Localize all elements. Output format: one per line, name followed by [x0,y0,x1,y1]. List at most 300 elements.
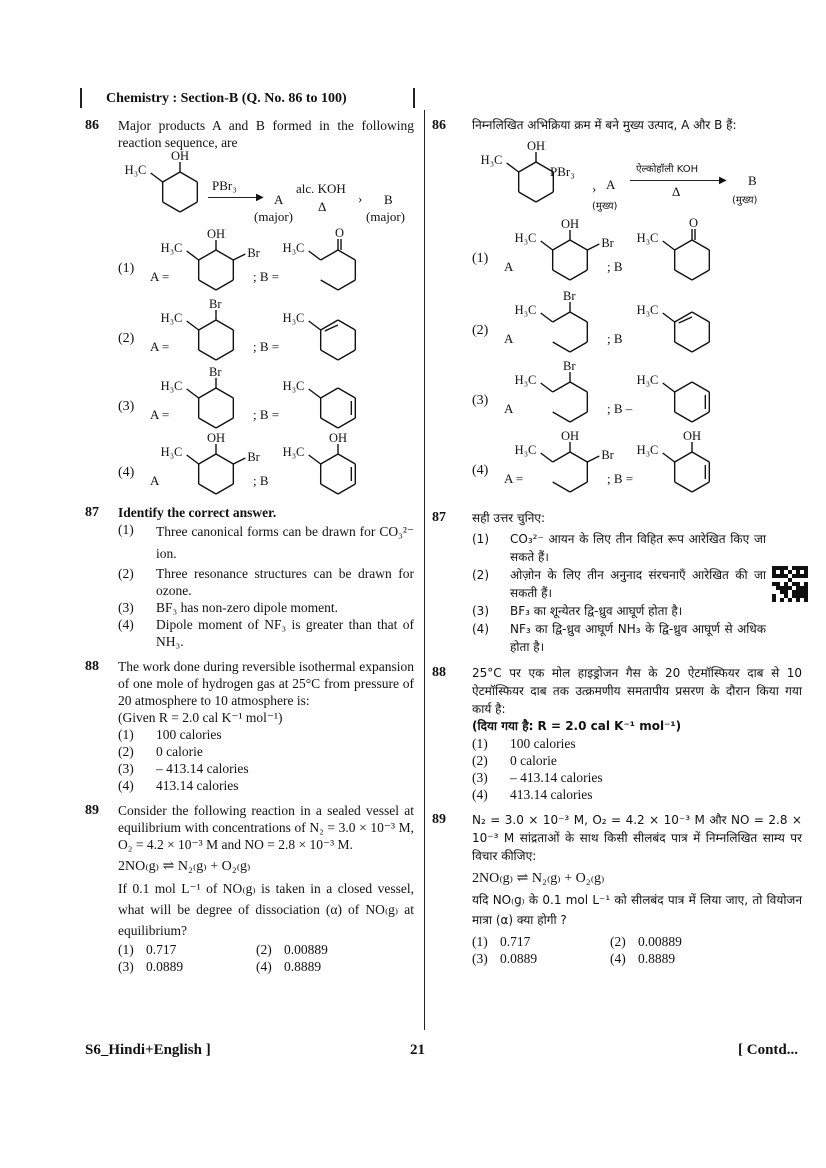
methyl-label: H₃C [160,241,183,255]
ring-bond [321,280,338,290]
ring-bond [675,382,692,392]
hydroxyl-label: OH [561,217,580,231]
product-a-prefix: A = [504,471,524,486]
reactant-structure [112,150,224,222]
structure-drawing [502,290,614,362]
given-text: (Given R = 2.0 cal K⁻¹ mol⁻¹) [118,710,283,725]
question-text: 25°C पर एक मोल हाइड्रोजन गैस के 20 ऐटमॉस्फियर दाब से 10 ऐटमॉस्फियर दाब तक उत्क्रमणीय समतापीय प्रसरण के दौरान किया गया कार्य है: [472,666,802,716]
ring-bond [321,454,338,464]
ring-bond [338,484,355,494]
reagent-heat: Δ [672,184,681,199]
ring-bond [570,342,587,352]
product-b-prefix: ; B – [607,401,633,416]
option-number: (3) [118,959,134,974]
oxygen-label: O [689,216,699,230]
option-2[interactable] [472,290,772,358]
option-text: BF₃ has non-zero dipole moment. [156,600,339,615]
ring-bond [570,412,587,422]
question-number: 86 [432,118,446,133]
product-a-structure [148,366,260,438]
methyl-label: H₃C [124,163,147,177]
option-number: (4) [118,465,135,480]
ring-bond [570,482,587,492]
methyl-bond [663,383,675,392]
bromo-bond [587,456,599,462]
option-number: (2) [118,566,134,581]
given-text: (दिया गया है: R = 2.0 cal K⁻¹ mol⁻¹) [472,719,682,733]
structure-drawing [270,432,382,504]
structure-drawing [624,430,736,502]
question-88-en [85,658,415,794]
option-number: (3) [118,761,134,776]
methyl-bond [541,241,553,250]
option-number: (3) [118,399,135,414]
methyl-label: H₃C [636,443,659,457]
ring-bond [216,320,233,330]
question-text: निम्नलिखित अभिक्रिया क्रम में बने मुख्य उत्पाद, A और B हैं: [472,118,737,132]
question-number: 87 [432,510,446,525]
option-text: 413.14 calories [510,787,593,802]
ring-bond [216,418,233,428]
ring-bond [692,342,709,352]
option-3[interactable] [472,360,772,428]
structure-drawing [502,430,614,502]
bromo-bond [587,244,599,250]
option-1[interactable] [472,218,772,286]
product-b-label: B [748,173,757,188]
structure-drawing [148,298,260,370]
methyl-bond [151,173,163,182]
product-a-structure [502,218,614,290]
ring-bond [675,412,692,422]
question-87-hi [432,509,804,656]
option-text: Three resonance structures can be drawn for ozone. [156,566,414,598]
product-a-label: A [606,177,616,192]
option-number: (3) [472,393,489,408]
methyl-bond [187,455,199,464]
arrow-head: › [592,181,597,196]
ring-bond [338,280,355,290]
question-text: Identify the correct answer. [118,505,277,520]
methyl-bond [187,321,199,330]
ring-bond [199,484,216,494]
methyl-label: H₃C [160,311,183,325]
question-number: 88 [85,659,99,674]
hydroxyl-label: OH [329,431,348,445]
ring-bond [180,202,197,212]
product-a-structure [502,430,614,502]
header-left-rule [80,88,82,108]
option-3[interactable] [118,760,414,777]
methyl-label: H₃C [282,311,305,325]
options-grid [472,933,802,967]
structure-drawing [502,360,614,432]
question-prompt: यदि NO₍g₎ के 0.1 mol L⁻¹ को सीलबंद पात्र में लिया जाए, तो वियोजन मात्रा (α) क्या होगी ? [472,893,802,927]
hydroxyl-label: OH [207,431,226,445]
methyl-label: H₃C [514,231,537,245]
page-number: 21 [410,1042,425,1058]
question-text: The work done during reversible isothermal expansion of one mole of hydrogen gas at 25°C from pressure of 20 atmosphere to 10 atmosphere is: [118,659,414,708]
methyl-bond [309,321,321,330]
option-text: – 413.14 calories [156,761,249,776]
product-b-structure [624,290,736,362]
option-text: NF₃ का द्वि-ध्रुव आघूर्ण NH₃ के द्वि-ध्रुव आघूर्ण से अधिक होता है। [510,622,766,654]
arrow-head: › [358,191,363,206]
ring-bond [536,192,553,202]
product-a-prefix: A [150,473,160,488]
bromo-label: Br [247,246,260,260]
ring-bond [199,418,216,428]
hydroxyl-label: OH [683,429,702,443]
option-4[interactable]: 0.8889 [638,951,676,966]
option-number: (2) [472,323,489,338]
ring-bond [553,482,570,492]
product-b-prefix: ; B = [253,339,280,354]
methyl-bond [663,453,675,462]
reaction-arrow [208,197,260,198]
methyl-label: H₃C [636,231,659,245]
ring-bond [338,320,355,330]
question-89-hi [432,811,804,967]
ring-bond [570,270,587,280]
option-number: (1) [472,934,488,949]
arrow-head: ▶ [256,192,264,203]
product-a-note: (major) [254,209,293,224]
product-b-structure [270,366,382,438]
ring-bond [216,454,233,464]
option-number: (1) [118,522,134,537]
option-number: (4) [118,778,134,793]
ring-bond [216,280,233,290]
equation: 2NO₍g₎ ⇌ N₂₍g₎ + O₂₍g₎ [118,859,251,874]
option-4[interactable] [118,432,418,500]
column-divider [424,110,425,1030]
ring-bond [692,270,709,280]
option-number: (2) [472,568,489,582]
structure-drawing [148,228,260,300]
bromo-bond [233,254,245,260]
option-number: (4) [610,951,626,966]
ring-bond [199,350,216,360]
option-3[interactable]: 0.0889 [500,951,538,966]
product-a-prefix: A = [150,269,170,284]
option-3[interactable]: 0.0889 [146,959,184,974]
option-3[interactable] [472,602,766,620]
ring-bond [553,312,570,322]
methyl-label: H₃C [514,373,537,387]
ring-bond [199,388,216,398]
methyl-bond [541,383,553,392]
product-a-prefix: A [504,331,514,346]
methyl-bond [309,251,321,260]
bromo-label: Br [601,448,614,462]
option-text: 100 calories [156,727,222,742]
option-1[interactable] [118,521,414,565]
bromo-label: Br [209,297,222,311]
ring-bond [692,382,709,392]
ring-bond [163,172,180,182]
question-88-hi [432,664,804,803]
continued-label: [ Contd... [738,1042,799,1058]
reagent-alc-koh: ऐल्कोहॉली KOH [636,164,699,175]
methyl-label: H₃C [480,153,503,167]
question-text: Consider the following reaction in a sealed vessel at equilibrium with concentrations of N₂ = 3.0 × 10⁻³ M, O₂ = 4.2 × 10⁻³ M and NO = 2.8 × 10⁻³ M. [118,803,414,852]
footer [0,1042,826,1062]
option-1[interactable] [472,735,802,752]
option-number: (1) [118,261,135,276]
reaction-arrow [630,180,724,181]
bromo-label: Br [209,365,222,379]
question-text: Major products A and B formed in the following reaction sequence, are [118,118,414,150]
paper-code: S6_Hindi+English ] [85,1042,211,1058]
ring-bond [553,412,570,422]
ring-bond [216,484,233,494]
option-number: (2) [118,744,134,759]
option-text: 0 calorie [510,753,557,768]
ring-bond [519,162,536,172]
option-number: (2) [610,934,626,949]
option-1[interactable] [472,530,766,566]
ring-bond [692,482,709,492]
ring-bond [692,312,709,322]
product-a-structure [502,290,614,362]
question-text: N₂ = 3.0 × 10⁻³ M, O₂ = 4.2 × 10⁻³ M और NO = 2.8 × 10⁻³ M सांद्रताओं के साथ किसी सीलबंद पात्र में निम्नलिखित साम्य पर विचार कीजिए: [472,813,802,863]
option-text: 100 calories [510,736,576,751]
option-number: (4) [118,617,134,632]
hydroxyl-label: OH [561,429,580,443]
option-2[interactable]: 0.00889 [638,934,682,949]
methyl-label: H₃C [160,445,183,459]
option-number: (3) [118,600,134,615]
ring-bond [338,350,355,360]
option-number: (4) [472,787,488,802]
structure-drawing [270,298,382,370]
option-number: (1) [472,736,488,751]
option-4[interactable] [472,430,772,498]
structure-drawing [624,218,736,290]
ring-bond [675,482,692,492]
bromo-label: Br [563,359,576,373]
ring-bond [570,240,587,250]
option-number: (2) [118,331,135,346]
question-number: 89 [85,803,99,818]
option-3[interactable] [472,769,802,786]
product-a-structure [148,298,260,370]
reagent-pbr3: PBr₃ [550,164,575,179]
product-a-note: (मुख्य) [592,201,618,212]
ring-bond [338,418,355,428]
ring-bond [675,452,692,462]
methyl-label: H₃C [160,379,183,393]
methyl-label: H₃C [514,303,537,317]
methyl-bond [187,389,199,398]
option-3[interactable] [118,366,418,434]
option-4[interactable] [118,777,414,794]
ring-bond [321,484,338,494]
ring-bond [321,350,338,360]
option-1[interactable]: 0.717 [146,942,177,957]
ring-bond [321,418,338,428]
methyl-label: H₃C [636,373,659,387]
question-number: 87 [85,505,99,520]
ring-bond [519,192,536,202]
option-number: (1) [118,727,134,742]
ring-bond [675,240,692,250]
option-2[interactable] [118,743,414,760]
option-number: (2) [472,753,488,768]
section-title: Chemistry : Section-B (Q. No. 86 to 100) [106,91,347,106]
option-1[interactable] [118,228,418,296]
arrow-head: ▶ [719,175,727,186]
product-b-structure [270,298,382,370]
bromo-label: Br [601,236,614,250]
question-number: 88 [432,665,446,680]
reagent-heat: Δ [318,199,327,214]
option-text: BF₃ का शून्येतर द्वि-ध्रुव आघूर्ण होता है। [510,604,683,618]
methyl-label: H₃C [282,241,305,255]
product-b-prefix: ; B = [607,471,634,486]
ring-bond [553,382,570,392]
option-3[interactable] [118,599,414,616]
methyl-bond [309,455,321,464]
ring-bond [570,382,587,392]
option-2[interactable] [118,298,418,366]
option-number: (1) [118,942,134,957]
option-text: 0 calorie [156,744,203,759]
options-grid [118,941,414,975]
ring-bond [570,312,587,322]
structure-drawing [624,360,736,432]
qr-code[interactable] [772,566,808,602]
product-b-prefix: ; B [607,331,623,346]
product-b-structure [624,218,736,290]
product-b-prefix: ; B = [253,269,280,284]
right-question-column [432,509,804,975]
product-b-label: B [384,192,393,207]
bromo-label: Br [563,289,576,303]
methyl-label: H₃C [282,379,305,393]
ring-bond [675,342,692,352]
option-text: CO₃²⁻ आयन के लिए तीन विहित रूप आरेखित किए जा सकते हैं। [510,532,766,564]
ring-bond [692,240,709,250]
product-b-structure [624,430,736,502]
header-right-rule [413,88,415,108]
equation: 2NO₍g₎ ⇌ N₂₍g₎ + O₂₍g₎ [472,871,605,886]
option-2[interactable]: 0.00889 [284,942,328,957]
option-2[interactable] [472,566,766,602]
ring-bond [199,250,216,260]
methyl-bond [541,313,553,322]
option-number: (4) [472,463,489,478]
option-text: Dipole moment of NF₃ is greater than that of NH₃. [156,617,414,649]
ring-bond [553,270,570,280]
bromo-bond [233,458,245,464]
product-b-prefix: ; B = [253,407,280,422]
option-text: Three canonical forms can be drawn for CO₃²⁻ ion. [156,524,414,561]
question-text: सही उत्तर चुनिए: [472,511,546,525]
option-1[interactable]: 0.717 [500,934,531,949]
ring-bond [570,452,587,462]
product-a-prefix: A = [150,339,170,354]
product-b-note: (major) [366,209,405,224]
qr-module [804,598,808,602]
product-a-prefix: A [504,259,514,274]
hydroxyl-label: OH [207,227,226,241]
product-b-prefix: ; B [607,259,623,274]
option-number: (1) [472,251,489,266]
methyl-bond [507,163,519,172]
methyl-bond [663,241,675,250]
option-number: (3) [472,770,488,785]
product-a-prefix: A = [150,407,170,422]
product-b-prefix: ; B [253,473,269,488]
product-b-structure [270,432,382,504]
methyl-bond [663,313,675,322]
option-4[interactable] [118,616,414,650]
product-b-structure [624,360,736,432]
option-1[interactable] [118,726,414,743]
methyl-label: H₃C [282,445,305,459]
structure-drawing [502,218,614,290]
ring-bond [199,280,216,290]
ring-bond [553,240,570,250]
option-2[interactable] [118,565,414,599]
ring-bond [675,270,692,280]
ring-bond [163,202,180,212]
question-number: 86 [85,118,99,133]
methyl-label: H₃C [514,443,537,457]
question-prompt: If 0.1 mol L⁻¹ of NO₍g₎ is taken in a closed vessel, what will be degree of dissociation (α) of NO₍g₎ at equilibrium? [118,881,414,938]
ring-bond [553,342,570,352]
option-number: (3) [472,604,489,618]
option-4[interactable] [472,620,766,656]
option-number: (3) [472,951,488,966]
question-number: 89 [432,812,446,827]
option-2[interactable] [472,752,802,769]
hydroxyl-label: OH [171,149,190,163]
oxygen-label: O [335,226,345,240]
option-number: (1) [472,532,489,546]
ring-bond [199,320,216,330]
structure-drawing [148,366,260,438]
option-text: ओज़ोन के लिए तीन अनुनाद संरचनाएँ आरेखित की जा सकती हैं। [510,568,766,600]
reagent-pbr3: PBr₃ [212,178,237,193]
option-text: – 413.14 calories [510,770,603,785]
ring-bond [553,452,570,462]
option-number: (2) [256,942,272,957]
methyl-bond [309,389,321,398]
product-a-structure [502,360,614,432]
reagent-alc-koh: alc. KOH [296,181,346,196]
question-87-en [85,504,415,650]
ring-bond [216,388,233,398]
ring-bond [321,250,338,260]
ring-bond [321,388,338,398]
ring-bond [199,454,216,464]
product-a-label: A [274,192,284,207]
product-a-structure [148,432,260,504]
methyl-bond [187,251,199,260]
ring-bond [216,350,233,360]
structure-drawing [270,228,382,300]
option-4[interactable] [472,786,802,803]
structure-drawing [112,150,224,222]
product-a-prefix: A [504,401,514,416]
ring-bond [692,412,709,422]
option-4[interactable]: 0.8889 [284,959,322,974]
ring-bond [338,388,355,398]
product-b-structure [270,228,382,300]
